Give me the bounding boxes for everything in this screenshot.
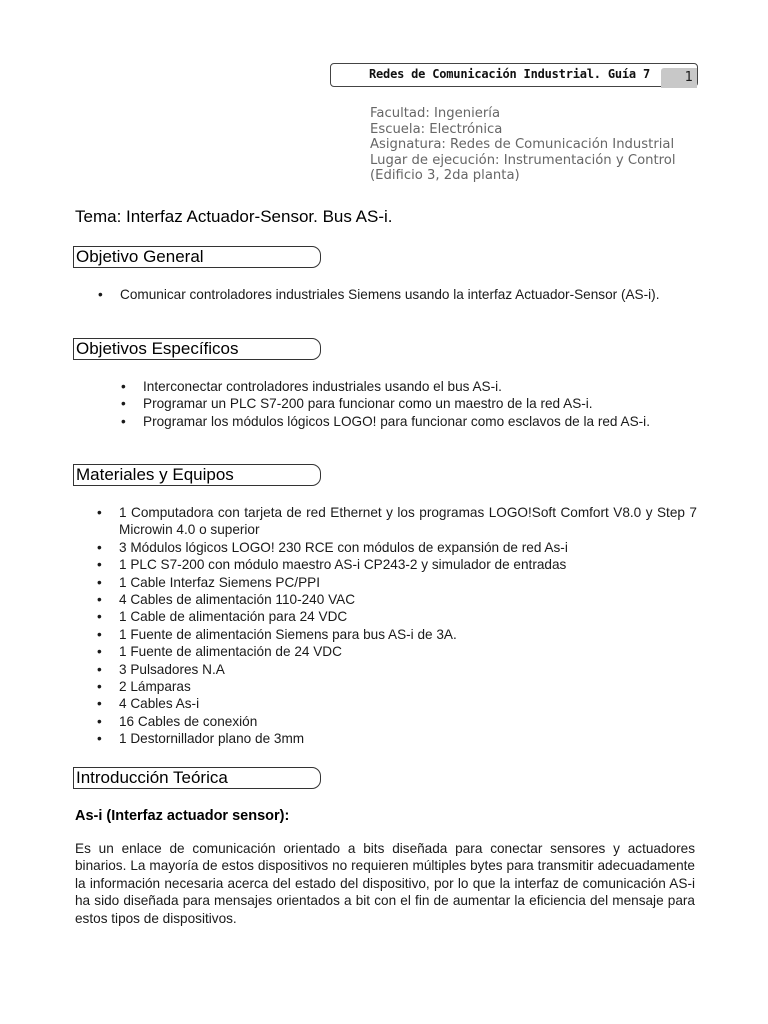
list-item: • 16 Cables de conexión [97,713,258,729]
objetivos-especificos-list [121,378,694,430]
bullet-icon: • [97,696,102,712]
bullet-icon: • [97,731,102,747]
list-item: • 4 Cables de alimentación 110-240 VAC [97,592,356,608]
faculty-line: Facultad: Ingeniería [370,106,501,121]
list-item: • Interconectar controladores industriales usando el bus AS-i. [121,379,502,394]
section-objetivo-general [73,246,321,268]
section-heading: Objetivo General [76,247,204,266]
list-item: • Comunicar controladores industriales Siemens usando la interfaz Actuador-Sensor (AS-i). [98,287,660,302]
list-item: • 1 Cable Interfaz Siemens PC/PPI [97,574,320,590]
list-item: • Programar los módulos lógicos LOGO! para funcionar como esclavos de la red AS-i. [121,413,650,429]
subheading-asi: As-i (Interfaz actuador sensor): [75,808,290,824]
bullet-icon: • [97,661,102,677]
faculty-info [370,106,710,184]
bullet-icon: • [97,626,102,642]
list-item: • 1 Computadora con tarjeta de red Ethernet y los programas LOGO!Soft Comfort V8.0 y Step 7 Microwin 4.0 o superior [97,505,697,538]
section-heading: Objetivos Específicos [76,339,239,358]
materiales-list [97,504,697,748]
list-item: • 4 Cables As-i [97,696,200,712]
bullet-icon: • [121,396,126,412]
building-line: (Edificio 3, 2da planta) [370,168,520,183]
list-item: • 1 Fuente de alimentación Siemens para bus AS-i de 3A. [97,626,457,642]
list-item: • 3 Pulsadores N.A [97,661,225,677]
bullet-icon: • [121,379,126,394]
list-item: • 1 Cable de alimentación para 24 VDC [97,609,348,625]
bullet-icon: • [97,609,102,625]
list-item: • 2 Lámparas [97,679,191,695]
bullet-icon: • [98,287,103,302]
school-line: Escuela: Electrónica [370,121,503,137]
list-item: • 3 Módulos lógicos LOGO! 230 RCE con módulos de expansión de red As-i [97,539,568,555]
objetivo-general-list [98,286,694,303]
bullet-icon: • [97,679,102,695]
bullet-icon: • [97,539,102,555]
section-objetivos-especificos [73,338,321,360]
list-item: • 1 Destornillador plano de 3mm [97,731,305,747]
page-number: 1 [661,68,697,88]
location-line: Lugar de ejecución: Instrumentación y Control [370,152,676,168]
header-title: Redes de Comunicación Industrial. Guía 7 [369,67,650,81]
bullet-icon: • [97,557,102,573]
section-introduccion [73,767,321,789]
list-item: • 1 PLC S7-200 con módulo maestro AS-i CP243-2 y simulador de entradas [97,557,567,573]
bullet-icon: • [97,505,102,520]
list-item: • Programar un PLC S7-200 para funcionar como un maestro de la red AS-i. [121,396,593,412]
bullet-icon: • [121,413,126,429]
intro-paragraph: Es un enlace de comunicación orientado a bits diseñada para conectar sensores y actuadores binarios. La mayoría de estos dispositivos no requieren múltiples bytes para transmitir adecuadamente la información necesaria acerca del estado del dispositivo, por lo que la interfaz de comunicación AS-i ha sido diseñada para mensajes orientados a bit con el fin de aumentar la eficiencia del mensaje para estos tipos de dispositivos. [75,841,695,926]
bullet-icon: • [97,713,102,729]
section-heading: Introducción Teórica [76,768,228,787]
header-box [330,63,698,87]
subject-line: Asignatura: Redes de Comunicación Industrial [370,137,675,152]
bullet-icon: • [97,592,102,608]
bullet-icon: • [97,644,102,660]
section-heading: Materiales y Equipos [76,465,234,484]
bullet-icon: • [97,574,102,590]
list-item: • 1 Fuente de alimentación de 24 VDC [97,644,342,660]
section-materiales [73,464,321,486]
topic-title: Tema: Interfaz Actuador-Sensor. Bus AS-i. [75,207,393,226]
